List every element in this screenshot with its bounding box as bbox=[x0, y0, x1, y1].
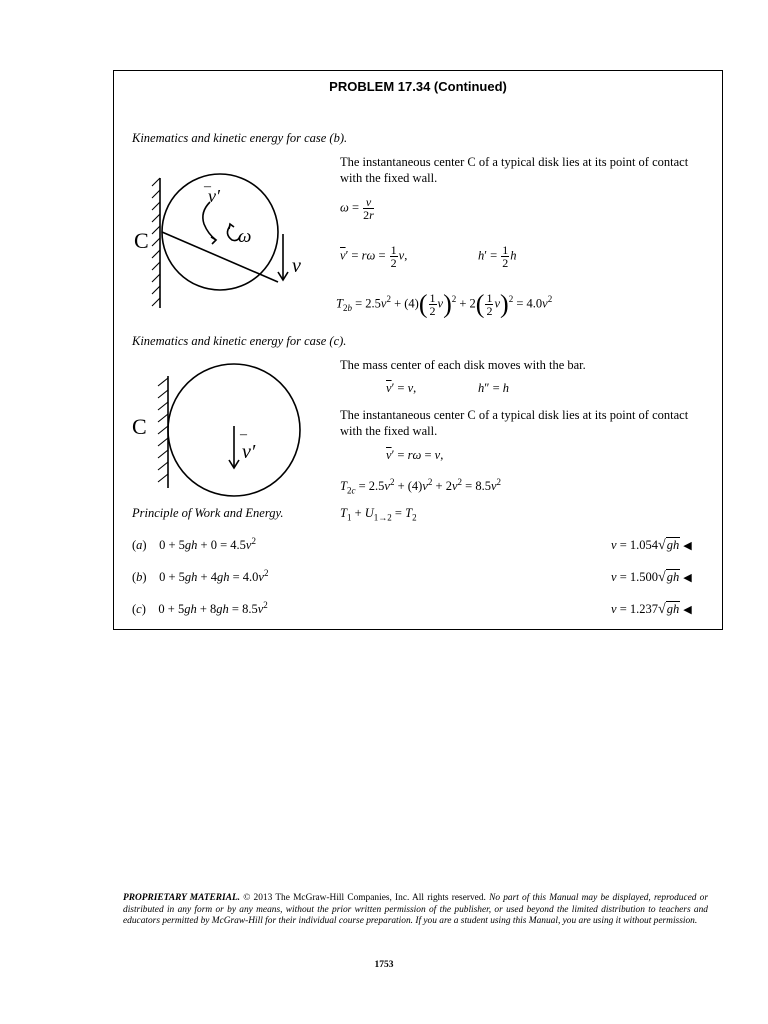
section-b-title: Kinematics and kinetic energy for case (b). bbox=[132, 131, 348, 145]
problem-heading: PROBLEM 17.34 (Continued) bbox=[329, 79, 507, 94]
page-number: 1753 bbox=[374, 960, 394, 970]
eq-h-b: h′ = $\frac{1}{2}$ h bbox=[478, 243, 517, 270]
disk-sketch-b bbox=[128, 160, 328, 320]
section-c-text-2: The instantaneous center C of a typical disk lies at its point of contact with the fixed wall. bbox=[340, 408, 689, 438]
wall-label-b: C bbox=[134, 228, 149, 253]
wall-label-c: C bbox=[132, 414, 147, 439]
eq-h-c: h″ = h bbox=[478, 381, 510, 395]
svg-text:‒: ‒ bbox=[240, 427, 247, 442]
case-a-equation: (a) $0 + 5gh + 0 = 4.5v^2$ bbox=[132, 535, 256, 552]
svg-text:‒: ‒ bbox=[204, 179, 211, 194]
vel-center-label-c: v′ bbox=[242, 441, 256, 463]
work-energy-equation: $T_1 + U_{1\to 2} = T_2$ bbox=[340, 506, 417, 523]
copyright-footer bbox=[123, 893, 708, 928]
eq-T2c: $T_{2c} = 2.5v^2 + (4)v^2 + 2v^2 = 8.5v^2$ bbox=[340, 476, 502, 496]
footer-italic: No part of this Manual may be displayed, reproduced or distributed in any form or by any means, without the prior written permission of the publisher, or used beyond the limited distribution to teachers and educators permitted by McGraw-Hill for their individual course preparation. If you are a student using this Manual, you are using it without permission. bbox=[123, 893, 709, 926]
work-energy-title: Principle of Work and Energy. bbox=[132, 506, 284, 520]
eq-T2b: $T_{2b} = 2.5v^2 + (4)$( $\frac{1}{2}$ v)$^2$ + 2( $\frac{1}{2}$ $v)^2 = 4.0v^2$ bbox=[336, 289, 553, 319]
disk-b bbox=[162, 174, 278, 290]
eq-omega: ω = $\frac{v}{2r}$ bbox=[340, 195, 374, 222]
section-c-title: Kinematics and kinetic energy for case (c). bbox=[132, 334, 347, 348]
case-c-answer: v = 1.237√gh ◀ bbox=[611, 602, 692, 617]
case-a-answer: v = 1.054√gh ◀ bbox=[611, 538, 692, 553]
case-b-answer: v = 1.500√gh ◀ bbox=[611, 570, 692, 585]
section-b-text: The instantaneous center C of a typical disk lies at its point of contact with the fixed wall. bbox=[340, 155, 689, 185]
disk-sketch-c bbox=[128, 362, 328, 502]
case-b-equation: (b) $0 + 5gh + 4gh = 4.0v^2$ bbox=[132, 567, 269, 584]
section-c-text-1: The mass center of each disk moves with the bar. bbox=[340, 358, 586, 372]
bar-velocity-label: v bbox=[292, 255, 301, 277]
footer-normal: © 2013 The McGraw-Hill Companies, Inc. All rights reserved. bbox=[243, 893, 486, 903]
omega-label: ω bbox=[238, 226, 252, 247]
eq-vbar-b: $\overline{v}' = r\omega$ = $\frac{1}{2}$ v, bbox=[340, 243, 408, 270]
footer-bold: PROPRIETARY MATERIAL. bbox=[123, 893, 241, 903]
vel-center-label-b: v′ bbox=[208, 186, 220, 206]
case-c-equation: (c) $0 + 5gh + 8gh = 8.5v^2$ bbox=[132, 599, 268, 616]
eq-vbar-c-1: $\overline{v}' = v$, bbox=[386, 381, 417, 395]
wall-hatching-c bbox=[158, 378, 168, 482]
wall-hatching-b bbox=[152, 178, 160, 306]
vel-center-arrowhead-b bbox=[211, 237, 216, 244]
eq-vbar-c-2: $\overline{v}' = r\omega = v$, bbox=[386, 448, 444, 462]
vel-center-arrow-b bbox=[203, 202, 216, 240]
